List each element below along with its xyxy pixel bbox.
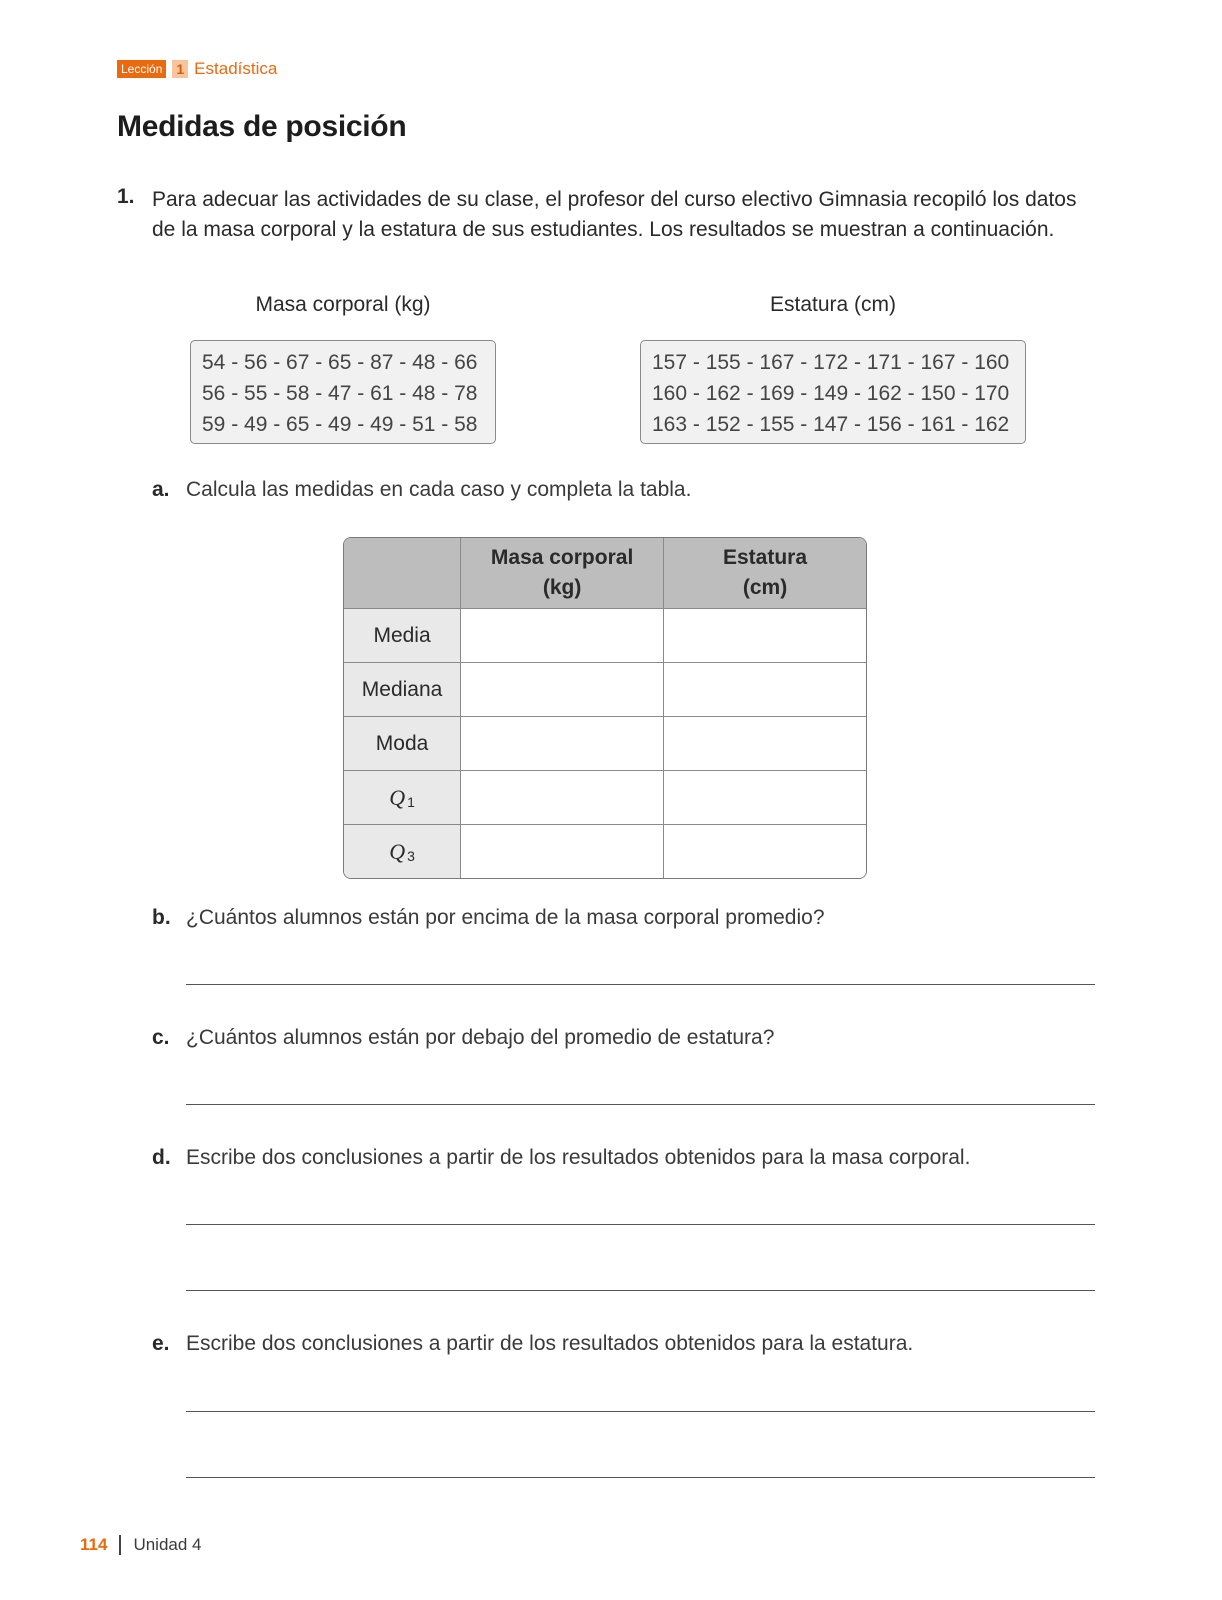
q1-subscript: 1 <box>407 793 415 810</box>
table-row <box>344 609 866 663</box>
table-row <box>344 771 866 825</box>
answer-line-c[interactable] <box>186 1104 1095 1105</box>
answer-cell-media-mass[interactable] <box>461 609 664 663</box>
subquestion-d-text: Escribe dos conclusiones a partir de los resultados obtenidos para la masa corporal. <box>186 1146 971 1169</box>
answer-line-e2[interactable] <box>186 1477 1095 1478</box>
answer-cell-mediana-height[interactable] <box>664 663 866 717</box>
measures-table <box>343 537 867 879</box>
unit-label: Unidad 4 <box>133 1535 202 1554</box>
row-label-media: Media <box>344 609 461 663</box>
table-row <box>344 825 866 879</box>
row-label-q3 <box>344 825 461 879</box>
mass-data-row: 54 - 56 - 67 - 65 - 87 - 48 - 66 <box>202 351 478 374</box>
page-title: Medidas de posición <box>117 110 407 143</box>
row-label-q1 <box>344 771 461 825</box>
q3-symbol: Q <box>389 838 406 864</box>
subquestion-e-text: Escribe dos conclusiones a partir de los resultados obtenidos para la estatura. <box>186 1332 914 1355</box>
answer-line-e1[interactable] <box>186 1411 1095 1412</box>
table-corner-header <box>344 538 461 609</box>
table-header-height-line2: (cm) <box>742 576 788 599</box>
question-text: Para adecuar las actividades de su clase, el profesor del curso electivo Gimnasia recopiló los datos de la masa corporal y la estatura de sus estudiantes. Los resultados se muestran a continuación. <box>152 188 1077 241</box>
subquestion-e-letter: e. <box>152 1332 170 1355</box>
q1-symbol: Q <box>389 784 406 810</box>
answer-cell-media-height[interactable] <box>664 609 866 663</box>
mass-data-row: 59 - 49 - 65 - 49 - 49 - 51 - 58 <box>202 413 478 436</box>
mass-data-title: Masa corporal (kg) <box>255 293 431 316</box>
table-row <box>344 717 866 771</box>
q3-subscript: 3 <box>407 847 415 864</box>
subquestion-c-text: ¿Cuántos alumnos están por debajo del promedio de estatura? <box>186 1026 775 1049</box>
table-header-mass <box>461 538 664 609</box>
height-data-box <box>640 340 1026 444</box>
subquestion-a-letter: a. <box>152 478 170 501</box>
page-footer <box>80 1535 202 1555</box>
mass-data-box <box>190 340 496 444</box>
answer-cell-q1-height[interactable] <box>664 771 866 825</box>
table-row <box>344 663 866 717</box>
height-data-row: 157 - 155 - 167 - 172 - 171 - 167 - 160 <box>652 351 1010 374</box>
lesson-header <box>117 60 277 78</box>
table-header-mass-line2: (kg) <box>542 576 582 599</box>
table-header-height-line1: Estatura <box>723 546 808 569</box>
mass-data-row: 56 - 55 - 58 - 47 - 61 - 48 - 78 <box>202 382 478 405</box>
answer-cell-q1-mass[interactable] <box>461 771 664 825</box>
lesson-label: Lección <box>117 60 166 78</box>
answer-cell-q3-mass[interactable] <box>461 825 664 879</box>
lesson-number: 1 <box>172 60 188 78</box>
answer-cell-q3-height[interactable] <box>664 825 866 879</box>
answer-line-d2[interactable] <box>186 1290 1095 1291</box>
answer-line-b[interactable] <box>186 984 1095 985</box>
lesson-topic: Estadística <box>194 59 278 78</box>
subquestion-b-letter: b. <box>152 906 171 929</box>
subquestion-c-letter: c. <box>152 1026 170 1049</box>
answer-line-d1[interactable] <box>186 1224 1095 1225</box>
answer-cell-mediana-mass[interactable] <box>461 663 664 717</box>
subquestion-b-text: ¿Cuántos alumnos están por encima de la masa corporal promedio? <box>186 906 825 929</box>
question-number: 1. <box>117 185 135 208</box>
footer-divider <box>119 1535 121 1555</box>
height-data-row: 160 - 162 - 169 - 149 - 162 - 150 - 170 <box>652 382 1010 405</box>
page-number: 114 <box>80 1535 108 1554</box>
table-header-mass-line1: Masa corporal <box>490 546 634 569</box>
row-label-mediana: Mediana <box>344 663 461 717</box>
answer-cell-moda-mass[interactable] <box>461 717 664 771</box>
subquestion-a-text: Calcula las medidas en cada caso y completa la tabla. <box>186 478 692 501</box>
height-data-title: Estatura (cm) <box>769 293 897 316</box>
row-label-moda: Moda <box>344 717 461 771</box>
height-data-row: 163 - 152 - 155 - 147 - 156 - 161 - 162 <box>652 413 1010 436</box>
subquestion-d-letter: d. <box>152 1146 171 1169</box>
answer-cell-moda-height[interactable] <box>664 717 866 771</box>
table-header-height <box>664 538 866 609</box>
